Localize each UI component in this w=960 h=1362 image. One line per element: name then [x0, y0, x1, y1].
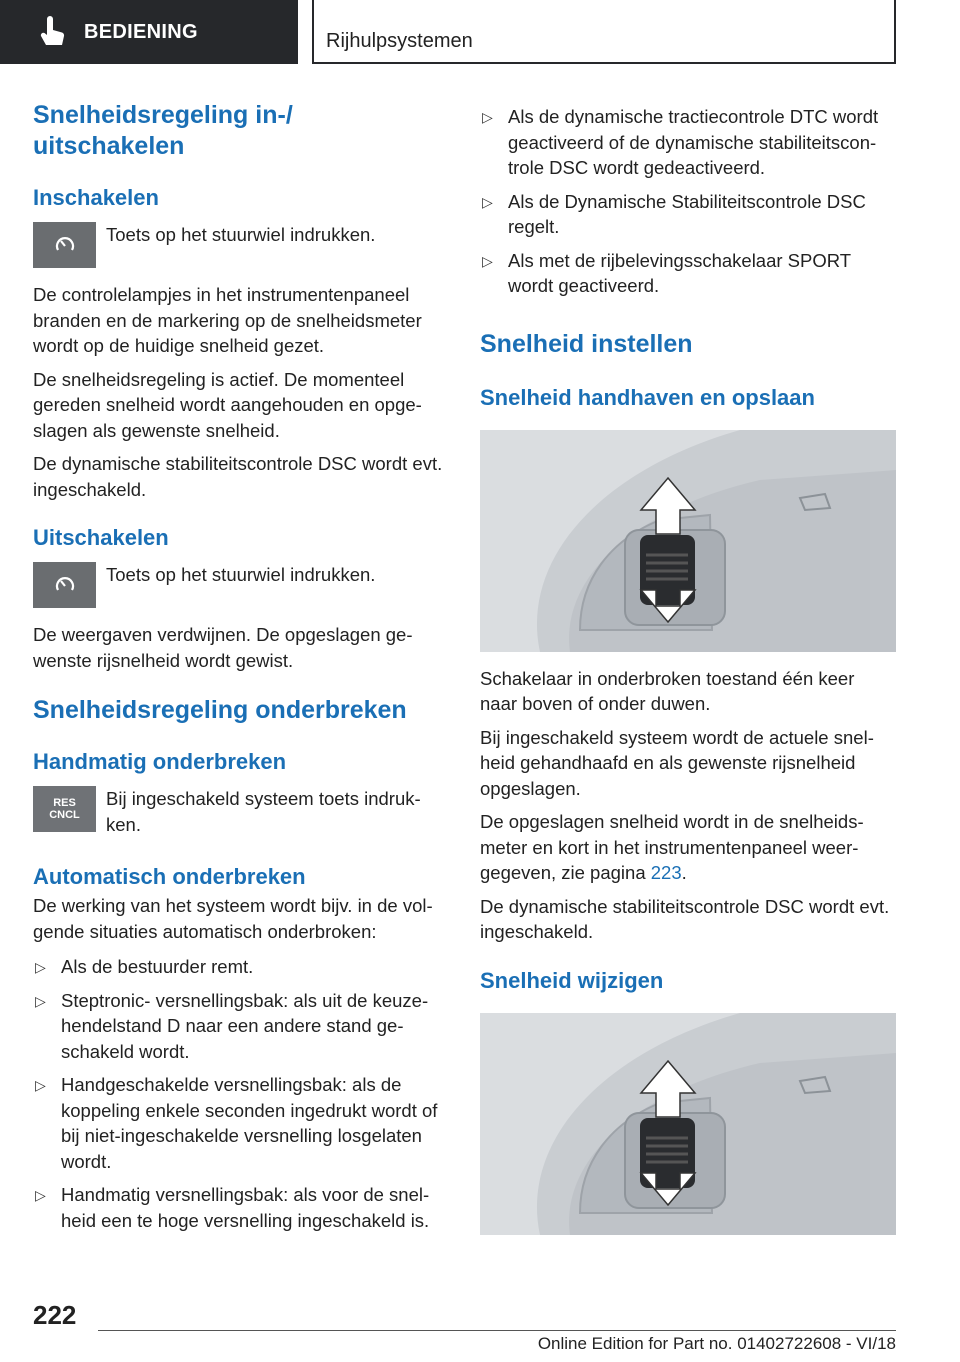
triangle-bullet-icon: ▷: [482, 252, 493, 269]
triangle-bullet-icon: ▷: [35, 1077, 46, 1093]
paragraph: De dynamische stabiliteitscontrole DSC wordt evt. ingeschakeld.: [480, 895, 890, 942]
page-number: 222: [33, 1300, 77, 1330]
footer-divider: [98, 1330, 896, 1331]
switch-on-instruction: Toets op het stuurwiel indrukken.: [106, 224, 376, 245]
list-item: ▷ Als met de rijbelevingsschakelaar SPORT wordt geactiveerd.: [482, 249, 851, 296]
left-column: [33, 100, 451, 1233]
heading-set-speed: Snelheid instellen: [480, 329, 693, 358]
paragraph: De dynamische stabiliteitscontrole DSC wordt evt. ingeschakeld.: [33, 453, 443, 500]
switch-off-instruction: Toets op het stuurwiel indrukken.: [106, 564, 376, 585]
heading-switch-off: Uitschakelen: [33, 525, 169, 550]
heading-hold-store: Snelheid handhaven en opslaan: [480, 384, 815, 410]
paragraph: De werking van het systeem wordt bijv. in de volgende situaties automatisch onderbroken:: [33, 895, 433, 942]
section-label: BEDIENING: [84, 20, 198, 43]
page-header: [0, 0, 960, 66]
chapter-title-box: [312, 0, 896, 64]
triangle-bullet-icon: ▷: [482, 193, 493, 210]
cruise-control-button-image: [33, 222, 96, 268]
paragraph: Schakelaar in onderbroken toestand één keer naar boven of onder duwen.: [480, 667, 855, 714]
manual-interrupt-instruction: Bij ingeschakeld systeem toets indrukken.: [106, 788, 421, 835]
list-item: ▷ Als de Dynamische Stabiliteitscontrole DSC regelt.: [482, 190, 866, 237]
right-column: [480, 104, 896, 1235]
auto-interrupt-list-continued: [480, 104, 896, 299]
heading-auto-interrupt: Automatisch onderbreken: [33, 864, 306, 889]
heading-on-off: Snelheidsregeling in-/ uitschakelen: [33, 101, 293, 160]
auto-interrupt-list: [33, 954, 451, 1233]
section-tab: [0, 0, 298, 64]
cruise-control-icon: [52, 234, 78, 256]
triangle-bullet-icon: ▷: [482, 109, 493, 125]
hand-pointer-icon: [36, 15, 70, 49]
chapter-title: Rijhulpsystemen: [326, 30, 473, 52]
list-item: ▷ Steptronic- versnellingsbak: als uit de keuzehendelstand D naar een andere stand geschakeld wordt.: [35, 989, 429, 1062]
paragraph: Bij ingeschakeld systeem wordt de actuele snelheid gehandhaafd en als gewenste rijsnelheid opgeslagen.: [480, 726, 874, 799]
list-item: ▷ Als de bestuurder remt.: [33, 954, 451, 980]
list-item: ▷ Handmatig versnellingsbak: als voor de snelheid een te hoge versnelling ingeschakeld is.: [35, 1184, 430, 1231]
cncl-label: CNCL: [49, 809, 80, 821]
steering-wheel-switch-photo: [480, 430, 896, 652]
heading-change-speed: Snelheid wijzigen: [480, 967, 664, 993]
page-reference-link[interactable]: 223: [650, 862, 682, 883]
cruise-control-icon: [52, 574, 78, 596]
paragraph: De snelheidsregeling is actief. De momenteel gereden snelheid wordt aangehouden en opgeslagen als gewenste snelheid.: [33, 368, 422, 441]
switch-on-row: [33, 222, 451, 268]
triangle-bullet-icon: ▷: [35, 992, 46, 1009]
res-label: RES: [53, 797, 76, 809]
list-item: ▷ Handgeschakelde versnellingsbak: als de koppeling enkele seconden ingedrukt wordt of bij niet-ingeschakelde versnelling losgelaten wordt.: [35, 1074, 438, 1172]
cruise-control-button-image: [33, 562, 96, 608]
triangle-bullet-icon: ▷: [35, 959, 46, 975]
edition-note: Online Edition for Part no. 01402722608 - VI/18: [537, 1334, 896, 1353]
heading-switch-on: Inschakelen: [33, 185, 159, 210]
heading-interrupt: Snelheidsregeling onderbreken: [33, 696, 407, 724]
res-cncl-button-image: [33, 786, 96, 832]
manual-interrupt-row: [33, 786, 451, 837]
paragraph-with-link: De opgeslagen snelheid wordt in de snelheidsmeter en kort in het instrumentenpaneel weergegeven, zie pagina 223.: [480, 811, 864, 883]
triangle-bullet-icon: ▷: [35, 1187, 46, 1203]
list-item: ▷ Als de dynamische tractiecontrole DTC wordt geactiveerd of de dynamische stabiliteitscontrole DSC wordt gedeactiveerd.: [482, 106, 879, 178]
switch-off-row: [33, 562, 451, 608]
steering-wheel-switch-photo: [480, 1013, 896, 1235]
paragraph: De controlelampjes in het instrumentenpaneel branden en de markering op de snelheidsmeter wordt op de huidige snelheid gezet.: [33, 284, 422, 356]
paragraph: De weergaven verdwijnen. De opgeslagen gewenste rijsnelheid wordt gewist.: [33, 624, 413, 671]
heading-manual-interrupt: Handmatig onderbreken: [33, 749, 287, 774]
